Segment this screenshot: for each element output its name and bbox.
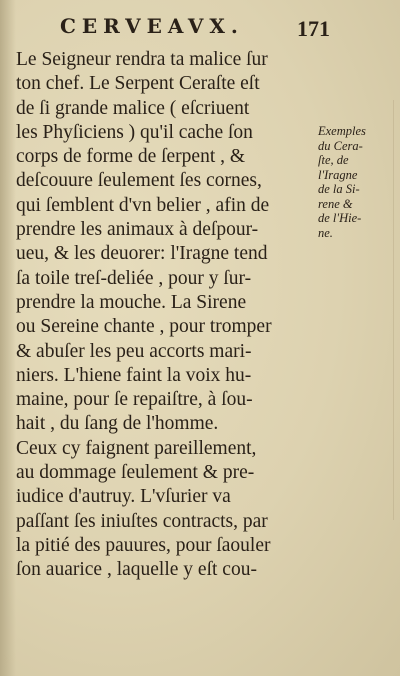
text-line: prendre la mouche. La Sirene [16, 291, 247, 313]
margin-note-line: Exemples [318, 124, 366, 138]
page-header [60, 14, 330, 44]
text-line: au dommage ſeulement & pre- [16, 462, 255, 484]
margin-note [318, 124, 398, 240]
text-line: ſon auarice , laquelle y eſt cou- [16, 559, 257, 581]
text-line: de ſi grande malice ( eſcriuent [16, 97, 250, 119]
margin-note-line: ſte, de [318, 153, 349, 167]
text-line: paſſant ſes iniuſtes contracts, par [16, 510, 268, 532]
running-head: CERVEAVX. [60, 14, 244, 38]
text-line: & abuſer les peu accorts mari- [16, 340, 252, 362]
text-line: Ceux cy faignent pareillement, [16, 437, 257, 459]
text-line: maine, pour ſe repaiſtre, à ſou- [16, 389, 253, 411]
text-line: ton chef. Le Serpent Ceraſte eſt [16, 73, 260, 95]
margin-note-line: de la Si- [318, 182, 360, 196]
text-line: qui ſemblent d'vn belier , afin de [16, 194, 270, 216]
text-line: corps de forme de ſerpent , & [16, 146, 246, 168]
text-line: deſcouure ſeulement ſes cornes, [16, 170, 262, 192]
margin-note-line: du Cera- [318, 138, 363, 153]
text-line: Le Seigneur rendra ta malice ſur [16, 49, 268, 70]
text-line: iudice d'autruy. L'vſurier va [16, 486, 231, 508]
text-line: la pitié des pauures, pour ſaouler [16, 534, 271, 556]
text-line: ueu, & les deuorer: l'Iragne tend [16, 243, 268, 265]
text-line: prendre les animaux à deſpour- [16, 219, 259, 241]
text-line: ſa toile treſ-deliée , pour y ſur- [16, 267, 252, 289]
text-line: les Phyſiciens ) qu'il cache ſon [16, 121, 253, 143]
main-text [16, 48, 328, 583]
margin-note-line: de l'Hie- [318, 211, 362, 225]
margin-note-line: ne. [318, 225, 333, 240]
text-line: niers. L'hiene faint la voix hu- [16, 364, 252, 386]
page-number: 171 [297, 16, 330, 41]
text-line: hait , du ſang de l'homme. [16, 413, 219, 435]
text-line: ou Sereine chante , pour tromper [16, 316, 272, 338]
gutter-shadow [0, 0, 16, 676]
margin-note-line: rene & [318, 196, 353, 211]
margin-note-line: l'Iragne [318, 167, 358, 182]
